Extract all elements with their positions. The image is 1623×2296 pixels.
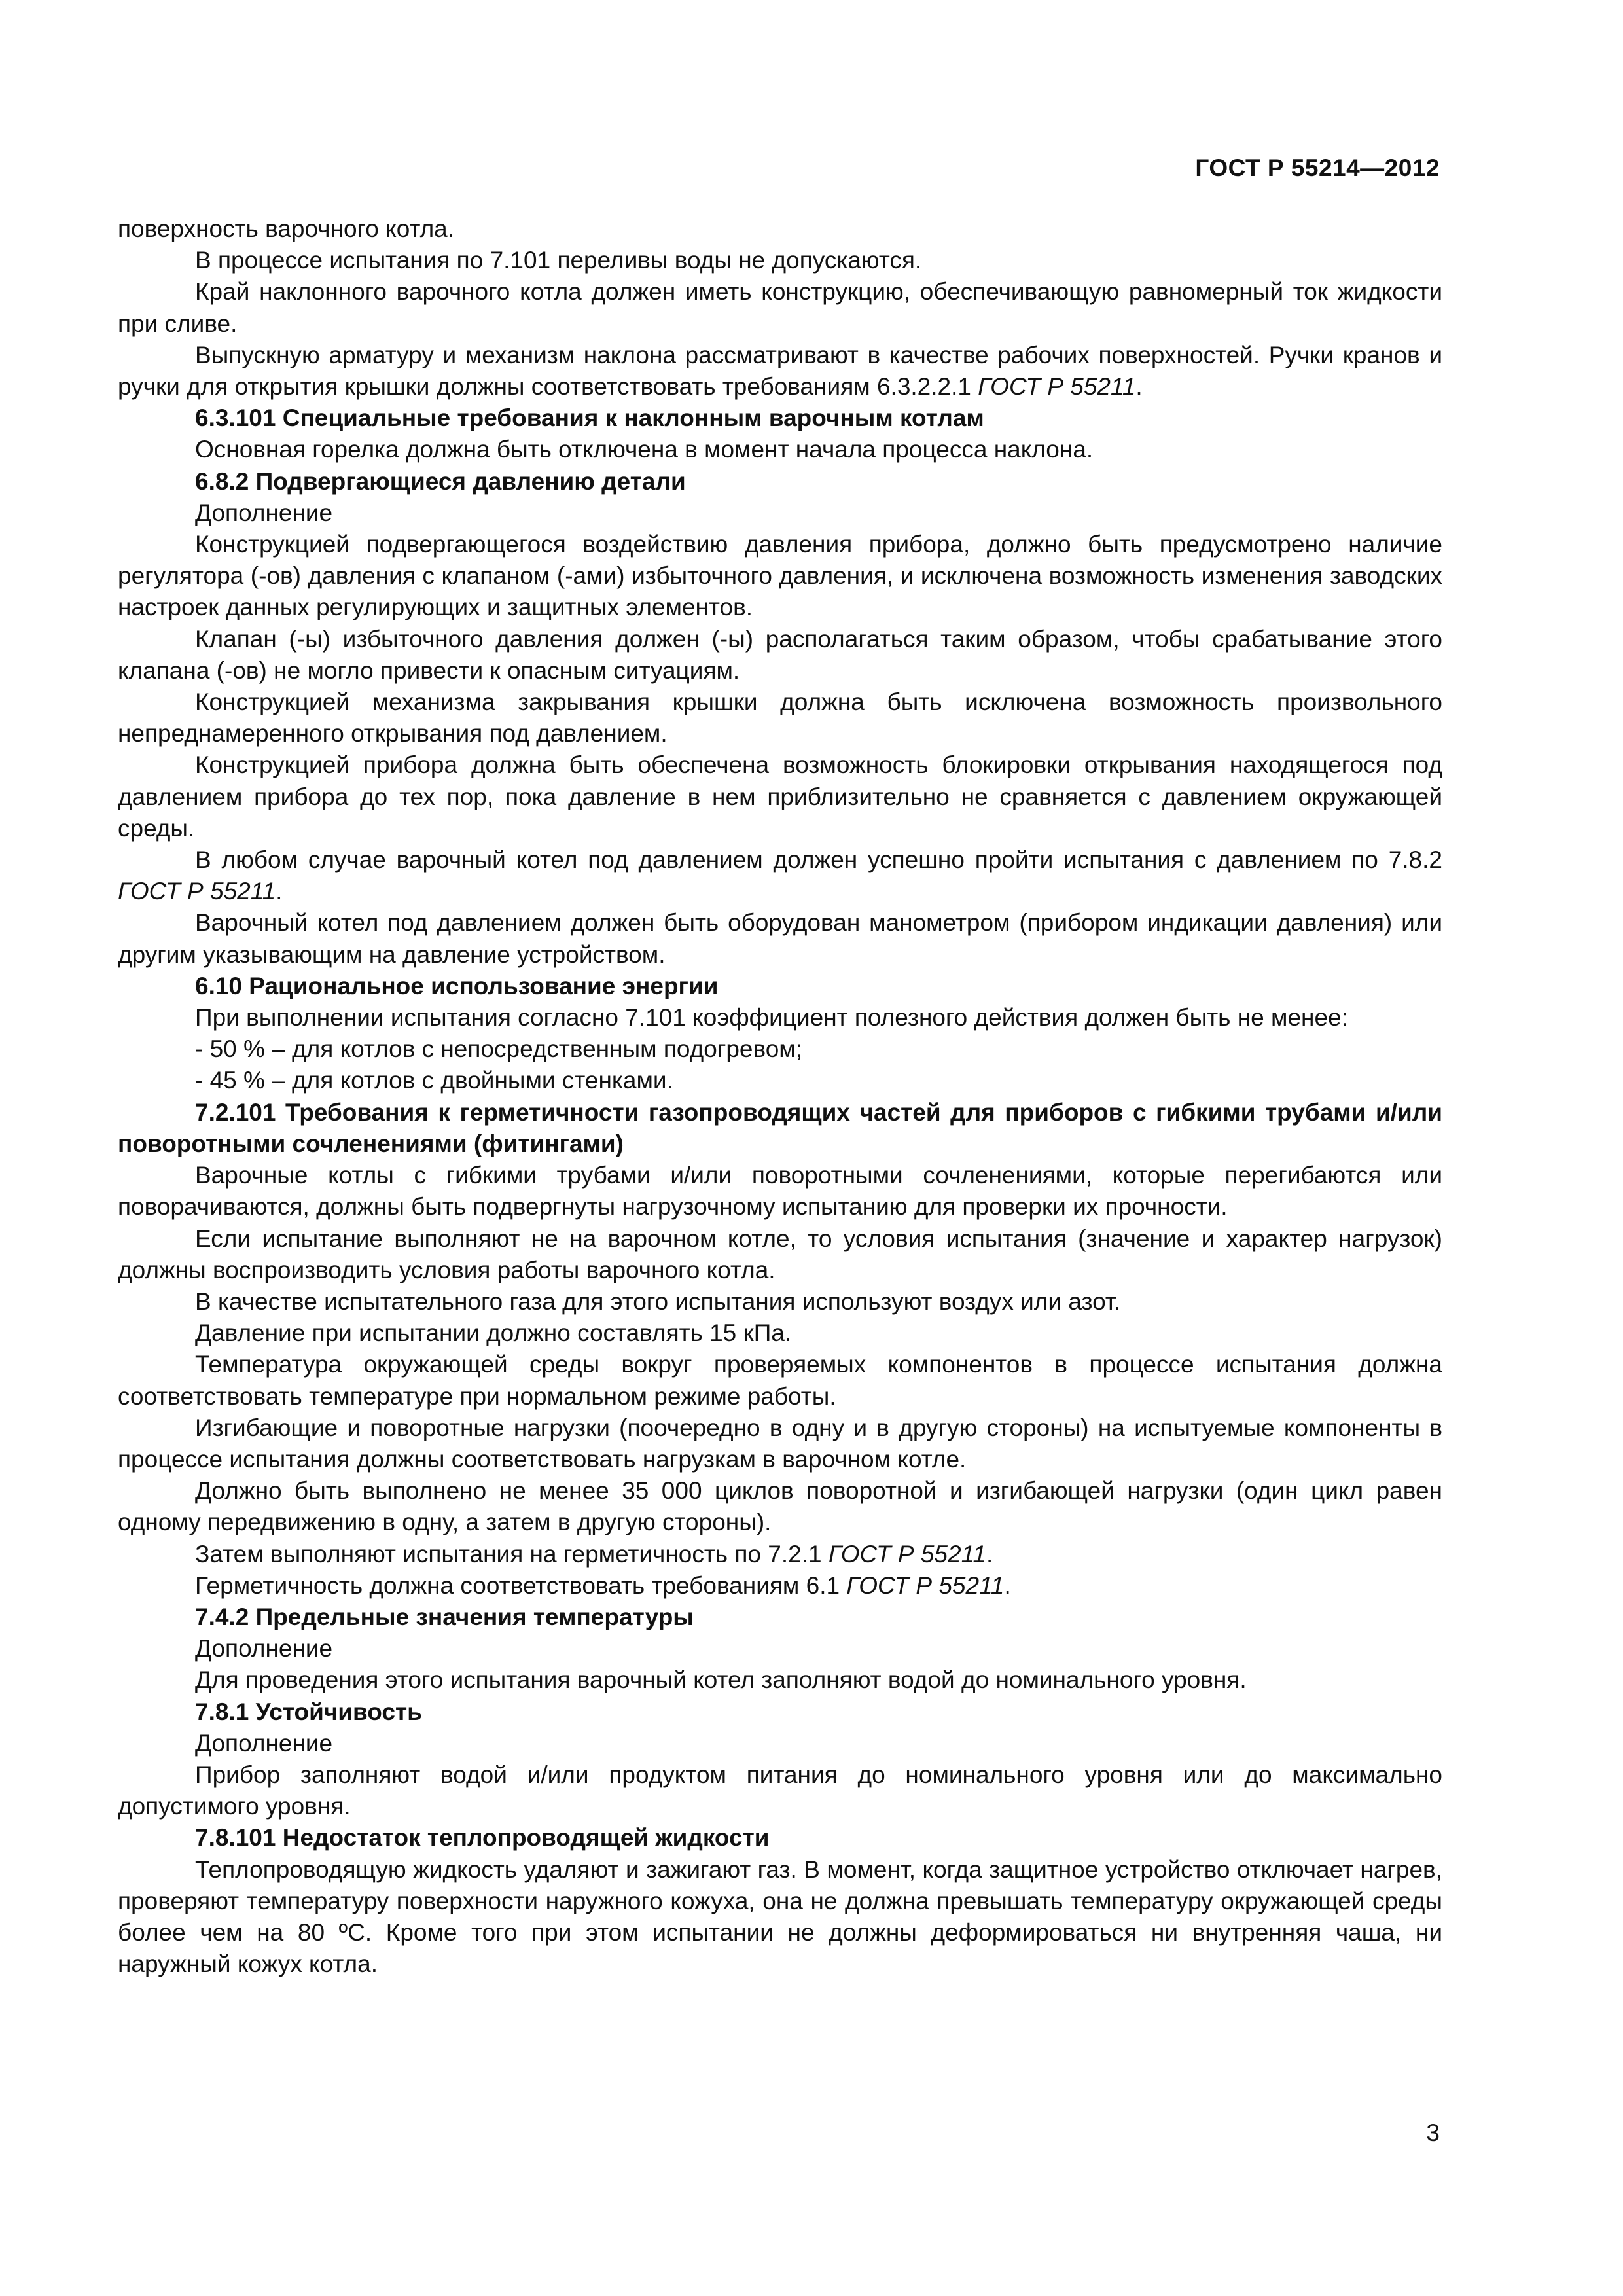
paragraph [118, 1759, 1442, 1822]
paragraph-text: В любом случае варочный котел под давлением должен успешно пройти испытания с давлением по 7.8.2 [195, 846, 1442, 874]
section-heading [118, 1602, 1442, 1633]
paragraph [118, 1633, 1442, 1664]
paragraph [118, 749, 1442, 844]
section-heading [118, 1097, 1442, 1160]
paragraph-text: Основная горелка должна быть отключена в момент начала процесса наклона. [195, 436, 1094, 463]
paragraph [118, 624, 1442, 687]
standard-reference: ГОСТ Р 55211 [118, 878, 276, 905]
paragraph [118, 1065, 1442, 1096]
document-body [118, 213, 1442, 1980]
paragraph [118, 276, 1442, 339]
paragraph-tail: . [986, 1540, 993, 1568]
paragraph-text: Варочные котлы с гибкими трубами и/или поворотными сочленениями, которые перегибаются или поворачиваются, должны быть подвергнуты нагрузочному испытанию для проверки их прочности. [118, 1162, 1442, 1221]
paragraph [118, 1349, 1442, 1412]
paragraph-text: - 45 % – для котлов с двойными стенками. [195, 1067, 673, 1094]
section-heading-text: 7.4.2 Предельные значения температуры [195, 1603, 694, 1630]
standard-reference: ГОСТ Р 55211 [846, 1571, 1005, 1599]
section-heading [118, 403, 1442, 434]
paragraph [118, 907, 1442, 970]
section-heading [118, 1822, 1442, 1854]
paragraph-text: Дополнение [195, 499, 333, 526]
paragraph-text: Дополнение [195, 1635, 333, 1662]
paragraph [118, 1286, 1442, 1318]
page-number: 3 [1426, 2119, 1440, 2146]
paragraph-text: Прибор заполняют водой и/или продуктом питания до номинального уровня или до максимально допустимого уровня. [118, 1761, 1442, 1820]
paragraph [118, 529, 1442, 624]
paragraph-tail: . [1004, 1571, 1011, 1599]
paragraph [118, 844, 1442, 907]
paragraph-text: Изгибающие и поворотные нагрузки (поочередно в одну и в другую стороны) на испытуемые компоненты в процессе испытания должны соответствовать нагрузкам в варочном котле. [118, 1414, 1442, 1473]
paragraph-text: В качестве испытательного газа для этого испытания используют воздух или азот. [195, 1287, 1120, 1315]
paragraph-text: Для проведения этого испытания варочный котел заполняют водой до номинального уровня. [195, 1666, 1247, 1694]
paragraph [118, 1002, 1442, 1033]
paragraph [118, 1223, 1442, 1286]
paragraph-tail: . [1135, 373, 1143, 401]
paragraph [118, 1539, 1442, 1570]
paragraph-tail: . [276, 878, 283, 905]
standard-reference: ГОСТ Р 55211 [828, 1540, 986, 1568]
paragraph [118, 1854, 1442, 1981]
section-heading [118, 466, 1442, 497]
paragraph [118, 1160, 1442, 1223]
paragraph [118, 497, 1442, 529]
paragraph [118, 1475, 1442, 1538]
section-heading-text: 7.8.101 Недостаток теплопроводящей жидкости [195, 1824, 770, 1852]
section-heading-text: 6.3.101 Специальные требования к наклонным варочным котлам [195, 404, 984, 432]
paragraph-text: В процессе испытания по 7.101 переливы воды не допускаются. [195, 247, 922, 274]
paragraph-text: Должно быть выполнено не менее 35 000 циклов поворотной и изгибающей нагрузки (один цикл равен одному передвижению в одну, а затем в другую стороны). [118, 1477, 1442, 1536]
document-code-header: ГОСТ Р 55214—2012 [1195, 154, 1440, 181]
paragraph [118, 687, 1442, 749]
paragraph-text: Конструкцией прибора должна быть обеспечена возможность блокировки открывания находящегося под давлением прибора до тех пор, пока давление в нем приблизительно не сравняется с давлением окружающей среды. [118, 751, 1442, 842]
paragraph [118, 340, 1442, 403]
paragraph [118, 1570, 1442, 1602]
paragraph-text: Клапан (-ы) избыточного давления должен (-ы) располагаться таким образом, чтобы срабатывание этого клапана (-ов) не могло привести к опасным ситуациям. [118, 625, 1442, 684]
paragraph [118, 1412, 1442, 1475]
paragraph-text: Варочный котел под давлением должен быть оборудован манометром (прибором индикации давления) или другим указывающим на давление устройством. [118, 909, 1442, 968]
paragraph-text: Край наклонного варочного котла должен иметь конструкцию, обеспечивающую равномерный ток жидкости при сливе. [118, 278, 1442, 337]
paragraph [118, 1033, 1442, 1065]
paragraph-text: Конструкцией механизма закрывания крышки должна быть исключена возможность произвольного непреднамеренного открывания под давлением. [118, 689, 1442, 747]
section-heading-text: 6.8.2 Подвергающиеся давлению детали [195, 467, 686, 495]
paragraph [118, 434, 1442, 465]
paragraph [118, 213, 1442, 245]
paragraph [118, 1728, 1442, 1759]
paragraph [118, 1664, 1442, 1696]
standard-reference: ГОСТ Р 55211 [978, 373, 1136, 401]
paragraph-text: поверхность варочного котла. [118, 215, 455, 242]
paragraph-text: Если испытание выполняют не на варочном котле, то условия испытания (значение и характер нагрузок) должны воспроизводить условия работы варочного котла. [118, 1225, 1442, 1283]
paragraph-text: Давление при испытании должно составлять 15 кПа. [195, 1319, 792, 1347]
section-heading-text: 7.8.1 Устойчивость [195, 1698, 422, 1725]
paragraph [118, 1318, 1442, 1349]
paragraph-text: Затем выполняют испытания на герметичность по 7.2.1 [195, 1540, 829, 1568]
paragraph-text: При выполнении испытания согласно 7.101 коэффициент полезного действия должен быть не менее: [195, 1004, 1348, 1031]
paragraph [118, 245, 1442, 276]
section-heading-text: 6.10 Рациональное использование энергии [195, 972, 719, 999]
paragraph-text: Герметичность должна соответствовать требованиям 6.1 [195, 1571, 847, 1599]
paragraph-text: Теплопроводящую жидкость удаляют и зажигают газ. В момент, когда защитное устройство отключает нагрев, проверяют температуру поверхности наружного кожуха, она не должна превышать температуру окружающей среды более чем на 80 ºС. Кроме того при этом испытании не должны деформироваться ни внутренняя чаша, ни наружный кожух котла. [118, 1856, 1442, 1978]
section-heading [118, 1696, 1442, 1728]
paragraph-text: Конструкцией подвергающегося воздействию давления прибора, должно быть предусмотрено наличие регулятора (-ов) давления с клапаном (-ами) избыточного давления, и исключена возможность изменения заводских настроек данных регулирующих и защитных элементов. [118, 531, 1442, 621]
paragraph-text: Температура окружающей среды вокруг проверяемых компонентов в процессе испытания должна соответствовать температуре при нормальном режиме работы. [118, 1351, 1442, 1410]
section-heading [118, 971, 1442, 1002]
paragraph-text: - 50 % – для котлов с непосредственным подогревом; [195, 1035, 803, 1063]
paragraph-text: Дополнение [195, 1729, 333, 1757]
section-heading-text: 7.2.101 Требования к герметичности газопроводящих частей для приборов с гибкими трубами и/или поворотными сочленениями (фитингами) [118, 1098, 1442, 1157]
paragraph-text: Выпускную арматуру и механизм наклона рассматривают в качестве рабочих поверхностей. Ручки кранов и ручки для открытия крышки должны соответствовать требованиям 6.3.2.2.1 [118, 341, 1442, 401]
